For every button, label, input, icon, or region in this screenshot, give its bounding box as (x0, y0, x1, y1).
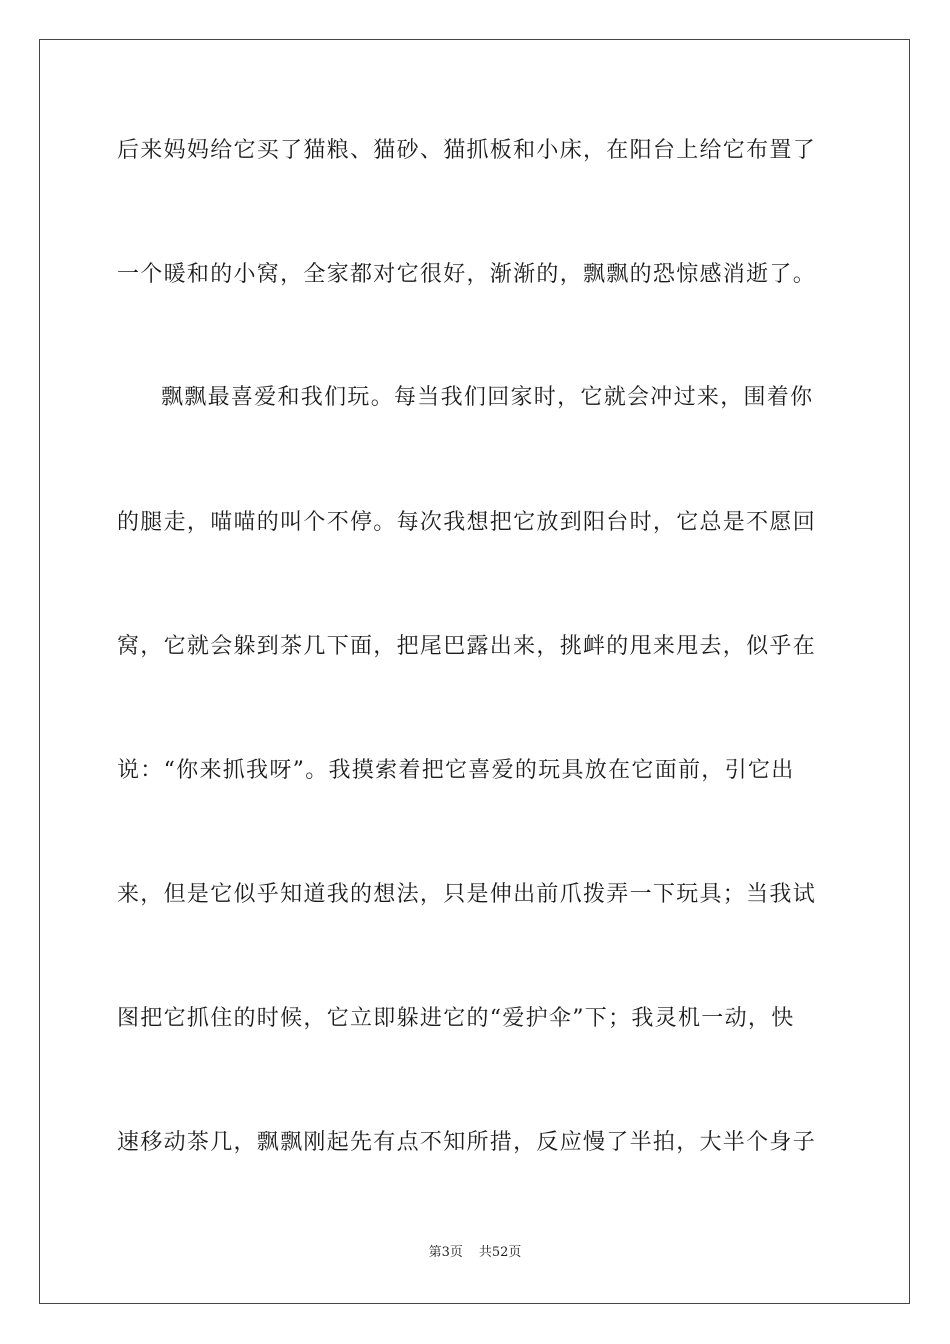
text-line-3-paragraph-start: 飘飘最喜爱和我们玩。每当我们回家时，它就会冲过来，围着你 (161, 385, 814, 410)
page-border (39, 39, 910, 1304)
text-line-8: 图把它抓住的时候，它立即躲进它的“爱护伞”下；我灵机一动，快 (117, 1006, 795, 1031)
text-line-1: 后来妈妈给它买了猫粮、猫砂、猫抓板和小床，在阳台上给它布置了 (117, 138, 817, 163)
text-line-7: 来，但是它似乎知道我的想法，只是伸出前爪拨弄一下玩具；当我试 (117, 882, 817, 907)
text-line-9: 速移动茶几，飘飘刚起先有点不知所措，反应慢了半拍，大半个身子 (117, 1130, 817, 1155)
page-total: 共52页 (478, 1245, 522, 1260)
text-line-2: 一个暖和的小窝，全家都对它很好，渐渐的，飘飘的恐惊感消逝了。 (117, 262, 817, 287)
text-line-4: 的腿走，喵喵的叫个不停。每次我想把它放到阳台时，它总是不愿回 (117, 510, 817, 535)
page-number: 第3页 (428, 1245, 463, 1260)
text-line-6: 说：“你来抓我呀”。我摸索着把它喜爱的玩具放在它面前，引它出 (117, 758, 795, 783)
page-footer (0, 1244, 950, 1262)
text-line-5: 窝，它就会躲到茶几下面，把尾巴露出来，挑衅的甩来甩去，似乎在 (117, 634, 817, 659)
